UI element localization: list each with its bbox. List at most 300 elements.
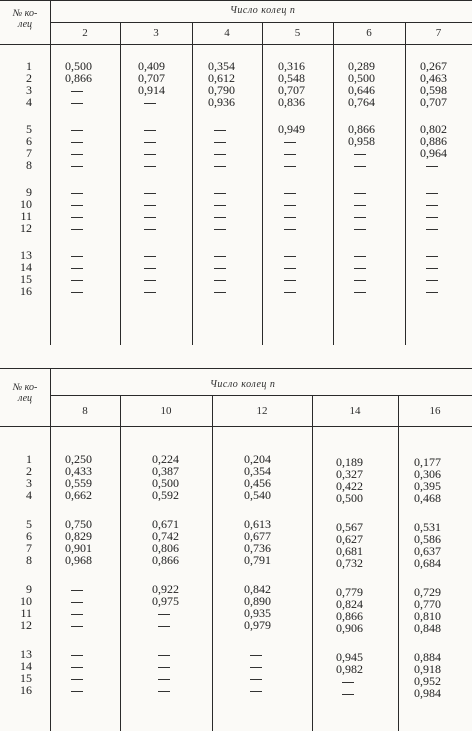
- table-cell: 0,433: [65, 464, 92, 478]
- group-header-rule: [50, 395, 472, 396]
- empty-cell-dash: [138, 186, 156, 198]
- empty-cell-dash: [244, 648, 262, 660]
- table-cell: 0,306: [414, 467, 441, 481]
- empty-cell-dash: [244, 660, 262, 672]
- dash-mark: [214, 154, 226, 155]
- dash-mark: [250, 679, 262, 680]
- table-cell: 0,918: [414, 662, 441, 676]
- empty-cell-dash: [152, 619, 170, 631]
- empty-cell-dash: [208, 249, 226, 261]
- empty-cell-dash: [420, 261, 438, 273]
- column-header: 3: [153, 27, 159, 39]
- row-header: [2, 8, 48, 30]
- table-cell: 0,848: [414, 621, 441, 635]
- table-cell: 0,736: [244, 541, 271, 555]
- empty-cell-dash: [65, 96, 83, 108]
- column-rule: [405, 22, 406, 345]
- table-cell: 0,866: [336, 609, 363, 623]
- dash-mark: [71, 193, 83, 194]
- table-cell: 0,189: [336, 455, 363, 469]
- empty-cell-dash: [65, 273, 83, 285]
- table-cell: 0,586: [414, 532, 441, 546]
- empty-cell-dash: [138, 261, 156, 273]
- empty-cell-dash: [208, 261, 226, 273]
- dash-mark: [71, 103, 83, 104]
- table-cell: 0,770: [414, 597, 441, 611]
- dash-mark: [158, 614, 170, 615]
- dash-mark: [284, 268, 296, 269]
- dash-mark: [158, 655, 170, 656]
- table-cell: 0,729: [414, 585, 441, 599]
- dash-mark: [214, 142, 226, 143]
- header-bottom-rule: [0, 44, 472, 45]
- table-cell: 0,463: [420, 71, 447, 85]
- empty-cell-dash: [336, 675, 354, 687]
- empty-cell-dash: [65, 261, 83, 273]
- empty-cell-dash: [65, 595, 83, 607]
- column-rule: [120, 395, 121, 731]
- dash-mark: [71, 614, 83, 615]
- empty-cell-dash: [278, 135, 296, 147]
- table-cell: 0,984: [414, 686, 441, 700]
- dash-mark: [426, 217, 438, 218]
- empty-cell-dash: [138, 285, 156, 297]
- empty-cell-dash: [278, 285, 296, 297]
- table-cell: 0,250: [65, 452, 92, 466]
- column-header: 5: [294, 27, 301, 39]
- empty-cell-dash: [278, 261, 296, 273]
- dash-mark: [144, 268, 156, 269]
- table-cell: 0,456: [244, 476, 271, 490]
- dash-mark: [214, 280, 226, 281]
- row-number: 14: [20, 659, 32, 673]
- dash-mark: [158, 667, 170, 668]
- row-header-line: лец: [17, 19, 33, 30]
- empty-cell-dash: [278, 273, 296, 285]
- empty-cell-dash: [278, 147, 296, 159]
- column-rule: [212, 395, 213, 731]
- dash-mark: [71, 602, 83, 603]
- empty-cell-dash: [152, 607, 170, 619]
- table-cell: 0,790: [208, 83, 235, 97]
- table-cell: 0,395: [414, 479, 441, 493]
- row-number: 1: [26, 59, 32, 73]
- table-cell: 0,952: [414, 674, 441, 688]
- dash-mark: [158, 691, 170, 692]
- empty-cell-dash: [348, 273, 366, 285]
- table-cell: 0,806: [152, 541, 179, 555]
- dash-mark: [354, 229, 366, 230]
- dash-mark: [354, 154, 366, 155]
- row-header-line: лец: [17, 393, 33, 404]
- dash-mark: [284, 193, 296, 194]
- row-number: 7: [26, 146, 32, 160]
- dash-mark: [426, 292, 438, 293]
- table-cell: 0,646: [348, 83, 375, 97]
- table-cell: 0,732: [336, 556, 363, 570]
- dash-mark: [71, 667, 83, 668]
- row-header-line: № ко-: [12, 382, 38, 393]
- table-cell: 0,531: [414, 520, 441, 534]
- dash-mark: [71, 292, 83, 293]
- table-cell: 0,387: [152, 464, 179, 478]
- dash-mark: [71, 691, 83, 692]
- row-number: 13: [20, 647, 32, 661]
- empty-cell-dash: [208, 285, 226, 297]
- empty-cell-dash: [348, 186, 366, 198]
- dash-mark: [214, 292, 226, 293]
- table-cell: 0,627: [336, 532, 363, 546]
- dash-mark: [426, 280, 438, 281]
- table-cell: 0,968: [65, 553, 92, 567]
- header-bottom-rule: [0, 426, 472, 427]
- dash-mark: [284, 205, 296, 206]
- group-header: Число колец n: [230, 5, 296, 16]
- table-cell: 0,612: [208, 71, 235, 85]
- empty-cell-dash: [138, 210, 156, 222]
- dash-mark: [71, 205, 83, 206]
- dash-mark: [71, 130, 83, 131]
- dash-mark: [144, 103, 156, 104]
- row-number: 10: [20, 197, 32, 211]
- empty-cell-dash: [65, 684, 83, 696]
- empty-cell-dash: [65, 198, 83, 210]
- dash-mark: [71, 166, 83, 167]
- table-cell: 0,567: [336, 520, 363, 534]
- row-number: 8: [26, 158, 32, 172]
- dash-mark: [71, 91, 83, 92]
- empty-cell-dash: [420, 186, 438, 198]
- dash-mark: [214, 205, 226, 206]
- row-number: 4: [26, 95, 32, 109]
- empty-cell-dash: [208, 222, 226, 234]
- row-number: 16: [20, 284, 32, 298]
- dash-mark: [426, 166, 438, 167]
- empty-cell-dash: [348, 198, 366, 210]
- table-cell: 0,842: [244, 582, 271, 596]
- table-cell: 0,707: [138, 71, 165, 85]
- table-cell: 0,901: [65, 541, 92, 555]
- dash-mark: [284, 217, 296, 218]
- empty-cell-dash: [65, 607, 83, 619]
- row-number: 10: [20, 594, 32, 608]
- empty-cell-dash: [65, 249, 83, 261]
- empty-cell-dash: [208, 147, 226, 159]
- row-number: 7: [26, 541, 32, 555]
- empty-cell-dash: [138, 147, 156, 159]
- table-cell: 0,935: [244, 606, 271, 620]
- dash-mark: [354, 205, 366, 206]
- table-cell: 0,559: [65, 476, 92, 490]
- table-cell: 0,964: [420, 146, 447, 160]
- empty-cell-dash: [65, 135, 83, 147]
- dash-mark: [71, 655, 83, 656]
- row-header-line: № ко-: [12, 8, 38, 19]
- table-cell: 0,886: [420, 134, 447, 148]
- table-cell: 0,500: [348, 71, 375, 85]
- dash-mark: [71, 229, 83, 230]
- dash-mark: [71, 217, 83, 218]
- dash-mark: [284, 256, 296, 257]
- empty-cell-dash: [420, 198, 438, 210]
- dash-mark: [144, 280, 156, 281]
- dash-mark: [284, 154, 296, 155]
- table-cell: 0,979: [244, 618, 271, 632]
- row-number: 11: [20, 606, 32, 620]
- empty-cell-dash: [152, 660, 170, 672]
- dash-mark: [71, 154, 83, 155]
- empty-cell-dash: [138, 135, 156, 147]
- empty-cell-dash: [348, 147, 366, 159]
- dash-mark: [426, 229, 438, 230]
- column-header: 10: [160, 405, 172, 417]
- empty-cell-dash: [336, 687, 354, 699]
- dash-mark: [214, 268, 226, 269]
- table-cell: 0,779: [336, 585, 363, 599]
- table-cell: 0,204: [244, 452, 271, 466]
- empty-cell-dash: [208, 186, 226, 198]
- dash-mark: [71, 268, 83, 269]
- table-cell: 0,500: [152, 476, 179, 490]
- dash-mark: [144, 142, 156, 143]
- column-rule: [192, 22, 193, 345]
- dash-mark: [426, 205, 438, 206]
- dash-mark: [158, 679, 170, 680]
- dash-mark: [214, 256, 226, 257]
- empty-cell-dash: [65, 285, 83, 297]
- dash-mark: [250, 691, 262, 692]
- empty-cell-dash: [278, 249, 296, 261]
- row-number: 3: [26, 83, 32, 97]
- empty-cell-dash: [278, 198, 296, 210]
- table-cell: 0,327: [336, 467, 363, 481]
- row-number: 9: [26, 185, 32, 199]
- row-number: 14: [20, 260, 32, 274]
- row-number: 11: [20, 209, 32, 223]
- table-cell: 0,866: [152, 553, 179, 567]
- dash-mark: [426, 268, 438, 269]
- empty-cell-dash: [420, 210, 438, 222]
- column-header: 2: [82, 27, 88, 39]
- row-number: 12: [20, 618, 32, 632]
- dash-mark: [71, 590, 83, 591]
- table-cell: 0,829: [65, 529, 92, 543]
- dash-mark: [354, 256, 366, 257]
- table-top-rule: [0, 368, 472, 369]
- empty-cell-dash: [138, 123, 156, 135]
- table-cell: 0,958: [348, 134, 375, 148]
- dash-mark: [354, 292, 366, 293]
- dash-mark: [214, 217, 226, 218]
- empty-cell-dash: [348, 249, 366, 261]
- column-rule: [120, 22, 121, 345]
- dash-mark: [144, 256, 156, 257]
- empty-cell-dash: [65, 159, 83, 171]
- table-cell: 0,677: [244, 529, 271, 543]
- dash-mark: [144, 217, 156, 218]
- table-cell: 0,468: [414, 491, 441, 505]
- table-cell: 0,802: [420, 122, 447, 136]
- empty-cell-dash: [65, 619, 83, 631]
- row-number: 5: [26, 517, 32, 531]
- row-number: 1: [26, 452, 32, 466]
- row-number: 15: [20, 671, 32, 685]
- table-cell: 0,224: [152, 452, 179, 466]
- empty-cell-dash: [208, 135, 226, 147]
- row-number: 13: [20, 248, 32, 262]
- row-number: 9: [26, 582, 32, 596]
- empty-cell-dash: [65, 672, 83, 684]
- table-cell: 0,548: [278, 71, 305, 85]
- empty-cell-dash: [420, 159, 438, 171]
- dash-mark: [71, 256, 83, 257]
- dash-mark: [284, 166, 296, 167]
- empty-cell-dash: [138, 198, 156, 210]
- table-cell: 0,289: [348, 59, 375, 73]
- table-cell: 0,684: [414, 556, 441, 570]
- table-cell: 0,354: [244, 464, 271, 478]
- dash-mark: [144, 130, 156, 131]
- empty-cell-dash: [138, 273, 156, 285]
- row-number: 15: [20, 272, 32, 286]
- empty-cell-dash: [65, 186, 83, 198]
- column-header: 6: [366, 27, 372, 39]
- dash-mark: [284, 229, 296, 230]
- column-header: 8: [82, 405, 88, 417]
- table-cell: 0,945: [336, 650, 363, 664]
- dash-mark: [426, 193, 438, 194]
- dash-mark: [342, 682, 354, 683]
- column-header: 12: [256, 405, 268, 417]
- empty-cell-dash: [348, 222, 366, 234]
- dash-mark: [214, 229, 226, 230]
- table-cell: 0,914: [138, 83, 165, 97]
- row-number-column-rule: [50, 0, 51, 345]
- row-number: 5: [26, 122, 32, 136]
- table-cell: 0,922: [152, 582, 179, 596]
- empty-cell-dash: [65, 210, 83, 222]
- table-cell: 0,613: [244, 517, 271, 531]
- table-cell: 0,671: [152, 517, 179, 531]
- dash-mark: [144, 154, 156, 155]
- dash-mark: [354, 268, 366, 269]
- dash-mark: [144, 205, 156, 206]
- table-cell: 0,810: [414, 609, 441, 623]
- table-cell: 0,866: [348, 122, 375, 136]
- empty-cell-dash: [348, 261, 366, 273]
- empty-cell-dash: [65, 84, 83, 96]
- dash-mark: [284, 292, 296, 293]
- dash-mark: [144, 193, 156, 194]
- empty-cell-dash: [65, 123, 83, 135]
- empty-cell-dash: [420, 249, 438, 261]
- table-cell: 0,975: [152, 594, 179, 608]
- table-cell: 0,982: [336, 662, 363, 676]
- dash-mark: [250, 655, 262, 656]
- dash-mark: [354, 280, 366, 281]
- empty-cell-dash: [244, 672, 262, 684]
- table-cell: 0,598: [420, 83, 447, 97]
- ring-table-1: [0, 0, 472, 345]
- dash-mark: [214, 130, 226, 131]
- table-cell: 0,707: [420, 95, 447, 109]
- row-number: 4: [26, 488, 32, 502]
- row-header: [2, 382, 48, 404]
- empty-cell-dash: [138, 96, 156, 108]
- table-cell: 0,177: [414, 455, 441, 469]
- empty-cell-dash: [278, 222, 296, 234]
- empty-cell-dash: [348, 159, 366, 171]
- dash-mark: [158, 626, 170, 627]
- empty-cell-dash: [208, 159, 226, 171]
- empty-cell-dash: [138, 222, 156, 234]
- empty-cell-dash: [278, 186, 296, 198]
- empty-cell-dash: [208, 198, 226, 210]
- dash-mark: [284, 142, 296, 143]
- dash-mark: [354, 166, 366, 167]
- empty-cell-dash: [278, 210, 296, 222]
- empty-cell-dash: [420, 285, 438, 297]
- row-number: 8: [26, 553, 32, 567]
- empty-cell-dash: [208, 273, 226, 285]
- empty-cell-dash: [152, 648, 170, 660]
- table-cell: 0,824: [336, 597, 363, 611]
- column-header: 7: [435, 27, 442, 39]
- row-number: 2: [26, 71, 32, 85]
- row-number: 6: [26, 529, 32, 543]
- empty-cell-dash: [348, 210, 366, 222]
- dash-mark: [354, 217, 366, 218]
- empty-cell-dash: [138, 249, 156, 261]
- empty-cell-dash: [420, 273, 438, 285]
- table-cell: 0,267: [420, 59, 447, 73]
- row-number: 16: [20, 683, 32, 697]
- dash-mark: [250, 667, 262, 668]
- table-cell: 0,316: [278, 59, 305, 73]
- empty-cell-dash: [244, 684, 262, 696]
- dash-mark: [144, 166, 156, 167]
- column-header: 4: [224, 27, 230, 39]
- empty-cell-dash: [65, 222, 83, 234]
- empty-cell-dash: [65, 660, 83, 672]
- table-cell: 0,354: [208, 59, 235, 73]
- table-cell: 0,500: [65, 59, 92, 73]
- row-number: 12: [20, 221, 32, 235]
- row-number-column-rule: [50, 368, 51, 731]
- empty-cell-dash: [278, 159, 296, 171]
- table-cell: 0,681: [336, 544, 363, 558]
- table-cell: 0,409: [138, 59, 165, 73]
- table-cell: 0,637: [414, 544, 441, 558]
- dash-mark: [71, 626, 83, 627]
- table-cell: 0,540: [244, 488, 271, 502]
- table-cell: 0,422: [336, 479, 363, 493]
- table-cell: 0,936: [208, 95, 235, 109]
- dash-mark: [71, 142, 83, 143]
- column-rule: [262, 22, 263, 345]
- dash-mark: [426, 256, 438, 257]
- table-cell: 0,764: [348, 95, 375, 109]
- ring-table-2: [0, 368, 472, 731]
- table-cell: 0,906: [336, 621, 363, 635]
- row-number: 2: [26, 464, 32, 478]
- table-cell: 0,890: [244, 594, 271, 608]
- dash-mark: [71, 679, 83, 680]
- group-header: Число колец n: [210, 379, 276, 390]
- empty-cell-dash: [208, 123, 226, 135]
- dash-mark: [144, 292, 156, 293]
- column-header: 14: [349, 405, 361, 417]
